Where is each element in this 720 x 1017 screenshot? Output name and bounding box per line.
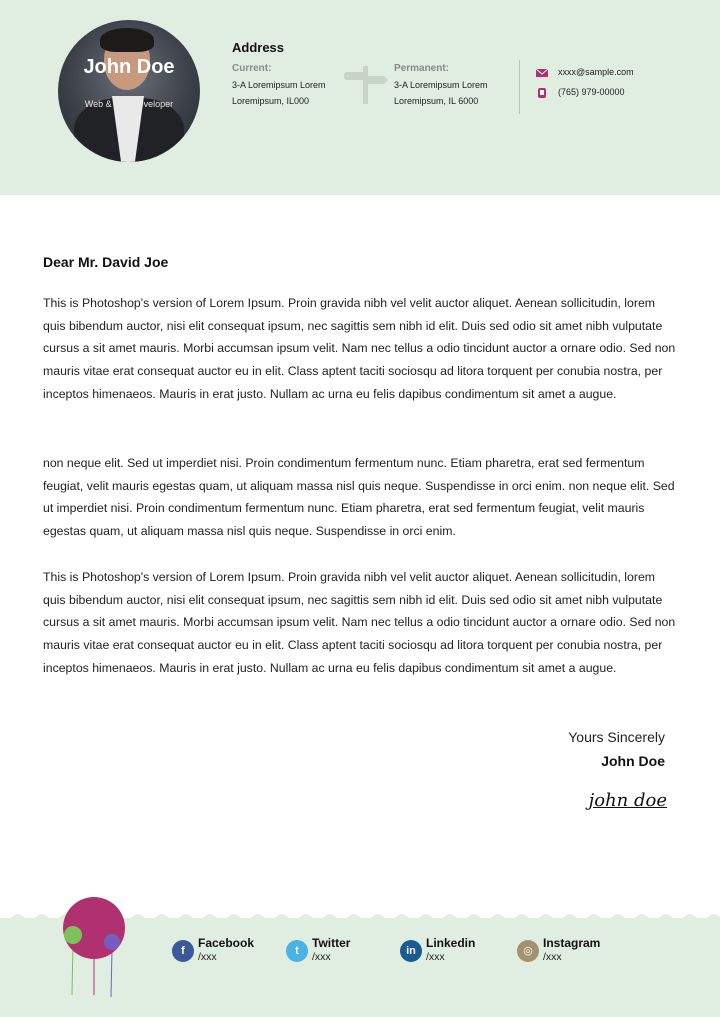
balloons-decoration — [58, 895, 130, 1005]
profile-title: Web & App Developer — [84, 99, 174, 109]
current-address-line2: Loremipsum, IL000 — [232, 96, 310, 106]
envelope-icon — [536, 68, 548, 78]
social-linkedin-handle: /xxx — [426, 951, 445, 963]
paragraph-3: This is Photoshop's version of Lorem Ipsum. Proin gravida nibh vel velit auctor aliquet. Aenean sollicitudin, lorem quis bibendum auctor, nisi elit consequat ipsum, nec sagittis sem nibh id elit. Duis sed odio sit amet nibh vulputate cursus a sit amet mauris. Morbi accumsan ipsum velit. Nam nec tellus a odio tincidunt auctor a ornare odio. Sed non mauris vitae erat consequat auctor eu in elit. Class aptent taciti sociosqu ad litora torquent per conubia nostra, per inceptos himenaeos. Mauris in erat justo. Nullam ac urna eu felis dapibus condimentum sit amet a augue. — [43, 570, 676, 675]
paragraph-2: non neque elit. Sed ut imperdiet nisi. Proin condimentum fermentum nunc. Etiam pharetra, erat sed fermentum feugiat, velit mauris egestas quam, ut aliquam massa nisl quis neque. Suspendisse in orci enim. non neque elit. Sed ut imperdiet nisi. Proin condimentum fermentum nunc. Etiam pharetra, erat sed fermentum feugiat, velit mauris egestas quam, ut aliquam massa nisl quis neque. Suspendisse in orci enim. — [43, 456, 675, 539]
permanent-address-line2: Loremipsum, IL 6000 — [394, 96, 479, 106]
salutation: Dear Mr. David Joe — [43, 254, 169, 270]
paragraph-1: This is Photoshop's version of Lorem Ipsum. Proin gravida nibh vel velit auctor aliquet. Aenean sollicitudin, lorem quis bibendum auctor, nisi elit consequat ipsum, nec sagittis sem nibh id elit. Duis sed odio sit amet nibh vulputate cursus a sit amet mauris. Morbi accumsan ipsum velit. Nam nec tellus a odio tincidunt auctor a ornare odio. Sed non mauris vitae erat consequat auctor eu in elit. Class aptent taciti sociosqu ad litora torquent per conubia nostra, per inceptos himenaeos. Mauris in erat justo. Nullam ac urna eu felis dapibus condimentum sit amet a augue. — [43, 296, 676, 401]
social-facebook-name: Facebook — [198, 936, 255, 950]
phone-contact[interactable] — [536, 87, 625, 98]
instagram-icon: ◎ — [517, 940, 539, 962]
permanent-address-label: Permanent: — [394, 63, 450, 74]
social-instagram-name: Instagram — [543, 936, 601, 950]
signpost-icon — [344, 64, 388, 104]
social-twitter-name: Twitter — [312, 936, 351, 950]
permanent-address — [394, 61, 488, 109]
social-linkedin-name: Linkedin — [426, 936, 476, 950]
header-wave-edge — [0, 184, 720, 198]
email-text[interactable]: xxxx@sample.com — [558, 67, 634, 77]
signature: john doe — [588, 790, 667, 811]
social-twitter-handle: /xxx — [312, 951, 331, 963]
current-address-label: Current: — [232, 63, 272, 74]
closing-line: Yours Sincerely — [568, 729, 665, 745]
social-instagram-handle: /xxx — [543, 951, 562, 963]
signer-name: John Doe — [601, 753, 665, 769]
phone-icon — [536, 88, 548, 98]
social-facebook-handle: /xxx — [198, 951, 217, 963]
current-address-line1: 3-A Loremipsum Lorem — [232, 80, 326, 90]
profile-photo — [58, 20, 200, 162]
linkedin-icon: in — [400, 940, 422, 962]
current-address — [232, 61, 326, 109]
twitter-icon: t — [286, 940, 308, 962]
phone-text[interactable]: (765) 979-00000 — [558, 87, 625, 97]
email-contact[interactable] — [536, 67, 634, 78]
header-divider — [519, 60, 520, 114]
address-heading: Address — [232, 40, 285, 55]
facebook-icon: f — [172, 940, 194, 962]
permanent-address-line1: 3-A Loremipsum Lorem — [394, 80, 488, 90]
profile-name: John Doe — [83, 56, 175, 78]
